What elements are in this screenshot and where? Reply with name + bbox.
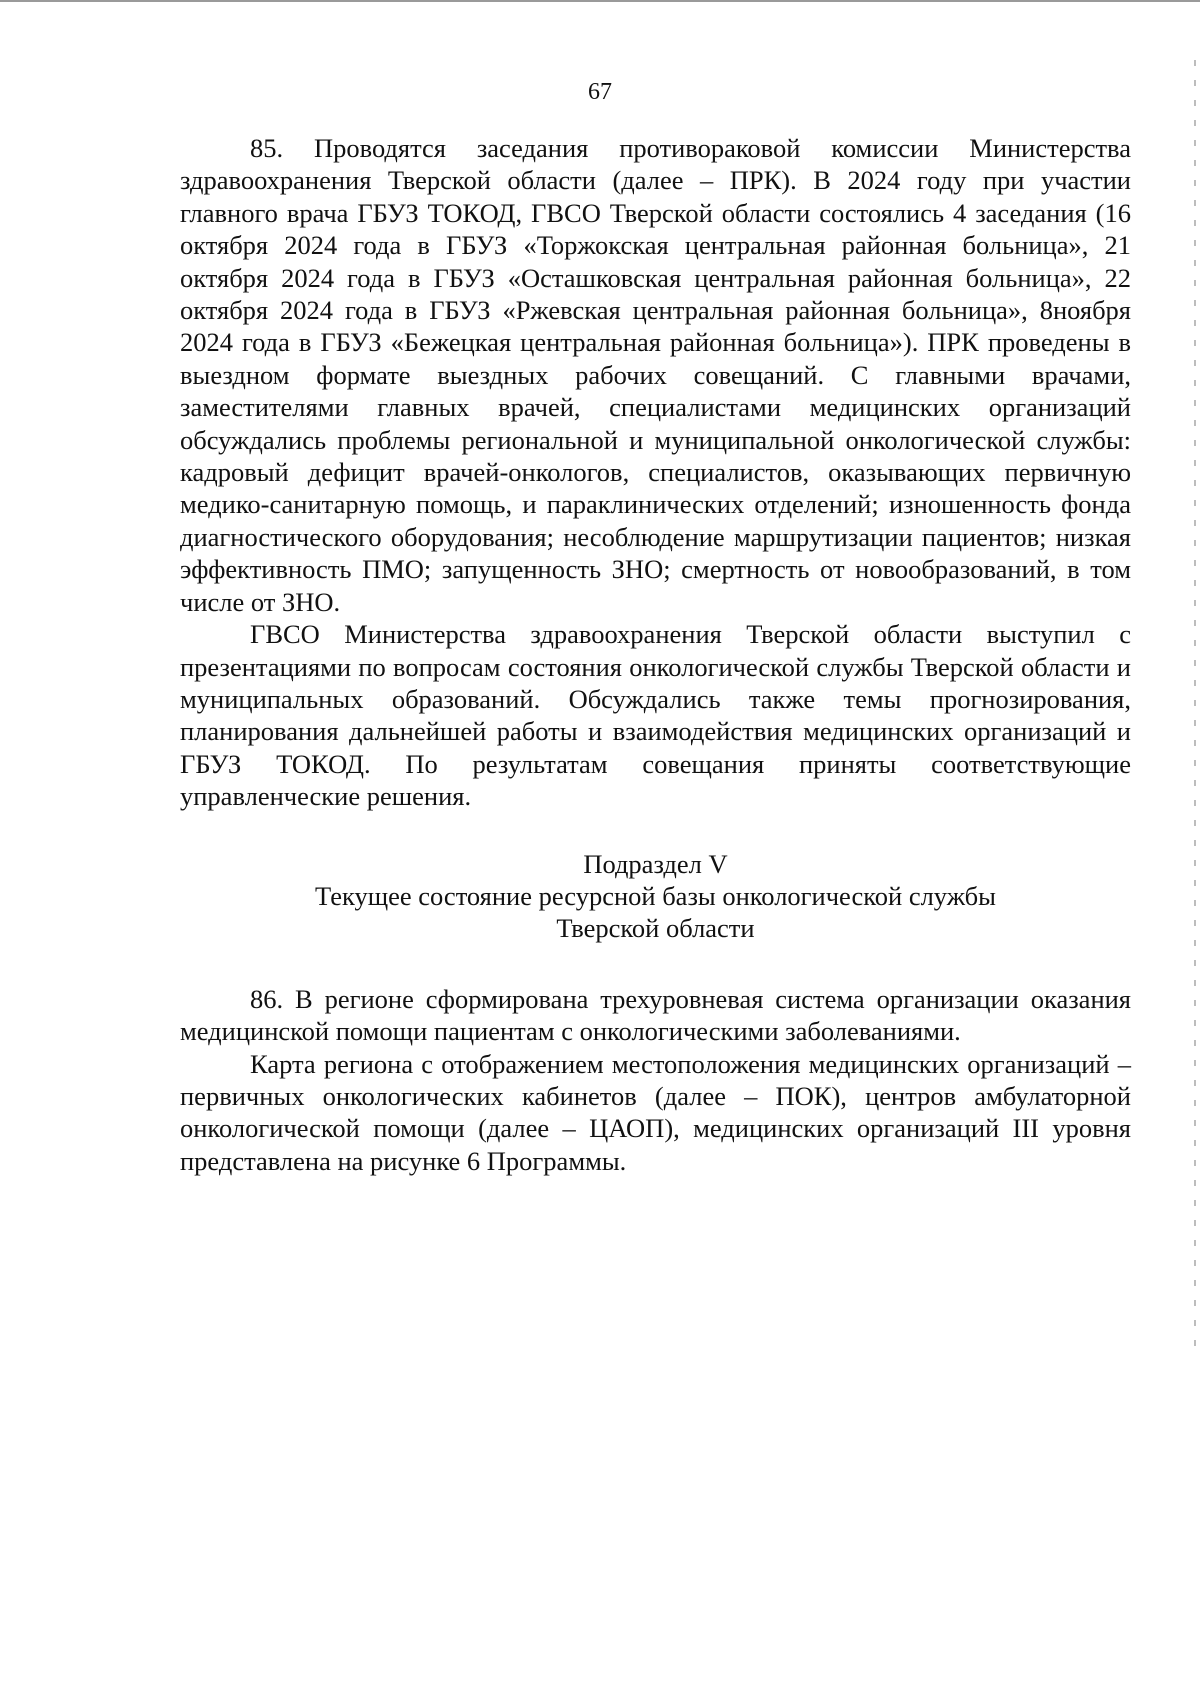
scan-edge-top: [0, 0, 1200, 2]
paragraph-85-continued: ГВСО Министерства здравоохранения Тверской области выступил с презентациями по вопросам состояния онкологической службы Тверской области и муниципальных образований. Обсуждались также темы прогнозирования, планирования дальнейшей работы и взаимодействия медицинских организаций и ГБУЗ ТОКОД. По результатам совещания приняты соответствующие управленческие решения.: [180, 619, 1131, 812]
document-body: [180, 132, 1131, 1177]
section-heading: [180, 848, 1131, 945]
section-title-line-2: Тверской области: [556, 913, 755, 944]
paragraph-86: 86. В регионе сформирована трехуровневая система организации оказания медицинской помощи пациентам с онкологическими заболеваниями.: [180, 983, 1131, 1047]
section-label: Подраздел V: [583, 848, 728, 879]
scan-edge-right: [1194, 60, 1196, 1360]
paragraph-85: 85. Проводятся заседания противораковой комиссии Министерства здравоохранения Тверской области (далее – ПРК). В 2024 году при участии главного врача ГБУЗ ТОКОД, ГВСО Тверской области состоялись 4 заседания (16 октября 2024 года в ГБУЗ «Торжокская центральная районная больница», 21 октября 2024 года в ГБУЗ «Осташковская центральная районная больница», 22 октября 2024 года в ГБУЗ «Ржевская центральная районная больница», 8ноября 2024 года в ГБУЗ «Бежецкая центральная районная больница»). ПРК проведены в выездном формате выездных рабочих совещаний. С главными врачами, заместителями главных врачей, специалистами медицинских организаций обсуждались проблемы региональной и муниципальной онкологической службы: кадровый дефицит врачей-онкологов, специалистов, оказывающих первичную медико-санитарную помощь, и параклинических отделений; изношенность фонда диагностического оборудования; несоблюдение маршрутизации пациентов; низкая эффективность ПМО; запущенность ЗНО; смертность от новообразований, в том числе от ЗНО.: [180, 133, 1131, 617]
section-title-line-1: Текущее состояние ресурсной базы онкологической службы: [315, 880, 996, 911]
page-number: 67: [588, 79, 612, 105]
paragraph-86-map: Карта региона с отображением местоположения медицинских организаций – первичных онкологических кабинетов (далее – ПОК), центров амбулаторной онкологической помощи (далее – ЦАОП), медицинских организаций III уровня представлена на рисунке 6 Программы.: [180, 1048, 1131, 1176]
